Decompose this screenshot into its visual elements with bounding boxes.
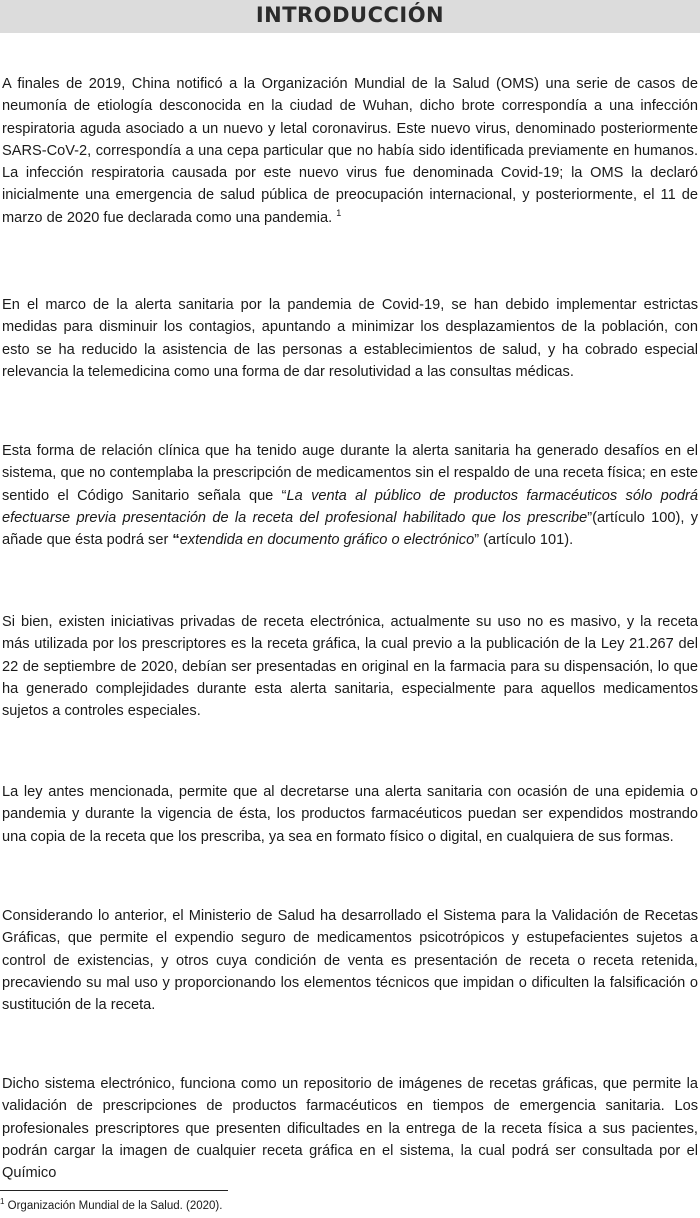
paragraph-3-text-a: Esta forma de relación clínica que ha tenido auge durante la alerta sanitaria ha generado desafíos en el sistema, que no contemplaba la prescripción de medicamentos sin el respaldo de una receta física; en este sentido el Código Sanitario señala que “	[2, 443, 698, 504]
footnote	[0, 1199, 222, 1213]
footnote-text: Organización Mundial de la Salud. (2020).	[7, 1200, 223, 1212]
paragraph-7: Dicho sistema electrónico, funciona como un repositorio de imágenes de recetas gráficas, que permite la validación de prescripciones de productos farmacéuticos en tiempos de emergencia sanitaria. Los profesionales prescriptores que presenten dificultades en la entrega de la receta física a sus pacientes, podrán cargar la imagen de cualquier receta gráfica en el sistema, la cual podrá ser consultada por el Químico	[2, 1076, 698, 1182]
paragraph-1-text: A finales de 2019, China notificó a la Organización Mundial de la Salud (OMS) una serie de casos de neumonía de etiología desconocida en la ciudad de Wuhan, dicho brote correspondía a una infección respiratoria aguda asociado a un nuevo y letal coronavirus. Este nuevo virus, denominado posteriormente SARS-CoV-2, correspondía a una cepa particular que no había sido identificada previamente en humanos. La infección respiratoria causada por este nuevo virus fue denominada Covid-19; la OMS la declaró inicialmente una emergencia de salud pública de preocupación internacional, y posteriormente, el 11 de marzo de 2020 fue declarada como una pandemia.	[2, 76, 698, 226]
paragraph-1	[2, 73, 698, 229]
codigo-sanitario-quote-101: extendida en documento gráfico o electrónico	[179, 532, 475, 549]
codigo-sanitario-quote-100: La venta al público de productos farmacéuticos sólo podrá efectuarse previa presentación de la receta del profesional habilitado que los prescribe	[2, 487, 698, 526]
paragraph-5: La ley antes mencionada, permite que al decretarse una alerta sanitaria con ocasión de una epidemia o pandemia y durante la vigencia de ésta, los productos farmacéuticos puedan ser expendidos mostrando una copia de la receta que los prescriba, ya sea en formato físico o digital, en cualquiera de sus formas.	[2, 784, 698, 845]
footnote-number: 1	[0, 1197, 5, 1207]
paragraph-3-text-b: ”(artículo 100), y añade que ésta podrá ser	[2, 509, 698, 549]
paragraph-3-text-c: ” (artículo 101).	[474, 532, 574, 549]
paragraph-6: Considerando lo anterior, el Ministerio de Salud ha desarrollado el Sistema para la Validación de Recetas Gráficas, que permite el expendio seguro de medicamentos psicotrópicos y estupefacientes sujetos a control de existencias, y otros cuya condición de venta es presentación de receta o receta retenida, precaviendo su mal uso y proporcionando los elementos técnicos que impidan o dificulten la falsificación o sustitución de la receta.	[2, 908, 698, 1014]
footnote-reference[interactable]: 1	[336, 207, 342, 218]
paragraph-2: En el marco de la alerta sanitaria por la pandemia de Covid-19, se han debido implementar estrictas medidas para disminuir los contagios, apuntando a minimizar los desplazamientos de la población, con esto se ha reducido la asistencia de las personas a establecimientos de salud, y ha cobrado especial relevancia la telemedicina como una forma de dar resolutividad a las consultas médicas.	[2, 297, 698, 380]
open-quote-mark: “	[172, 532, 180, 549]
paragraph-4: Si bien, existen iniciativas privadas de receta electrónica, actualmente su uso no es masivo, y la receta más utilizada por los prescriptores es la receta gráfica, la cual previo a la publicación de la Ley 21.267 del 22 de septiembre de 2020, debían ser presentadas en original en la farmacia para su dispensación, lo que ha generado complejidades durante esta alerta sanitaria, especialmente para aquellos medicamentos sujetos a controles especiales.	[2, 614, 698, 720]
section-header-bar	[0, 0, 700, 33]
paragraph-3	[2, 440, 698, 551]
footnote-divider	[0, 1190, 228, 1191]
section-title: INTRODUCCIÓN	[255, 3, 445, 27]
